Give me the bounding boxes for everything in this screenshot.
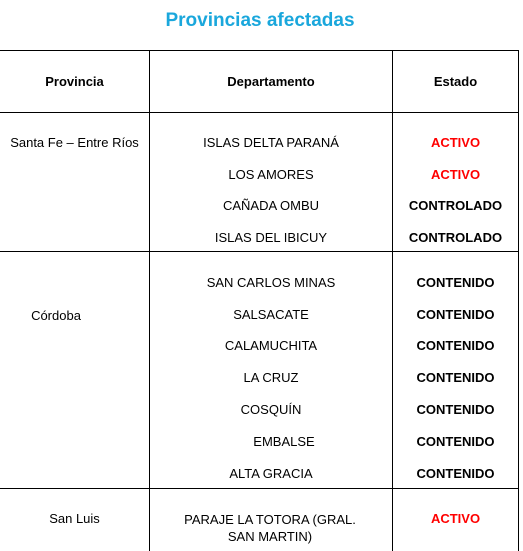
department-cell: ISLAS DEL IBICUY [214,230,328,245]
department-cell: CALAMUCHITA [224,338,318,353]
department-cell: CAÑADA OMBU [222,198,320,213]
status-cell: CONTROLADO [408,198,503,213]
status-cell: CONTENIDO [416,338,495,353]
province-cell: Santa Fe – Entre Ríos [10,135,139,150]
province-cell: Córdoba [31,308,81,323]
table-border-right [518,50,519,551]
status-cell: CONTENIDO [416,434,495,449]
department-cell: ALTA GRACIA [229,466,313,481]
department-cell: EMBALSE [253,434,315,449]
status-cell: CONTENIDO [416,307,495,322]
status-cell: CONTENIDO [416,402,495,417]
status-cell: CONTENIDO [416,275,495,290]
status-cell: CONTENIDO [416,370,495,385]
department-cell: LOS AMORES [228,167,314,182]
status-cell: ACTIVO [430,511,481,526]
table-group-divider [0,251,519,252]
department-cell: ISLAS DELTA PARANÁ [203,135,339,150]
affected-provinces-table [0,50,522,551]
department-cell: SALSACATE [233,307,309,322]
department-cell: LA CRUZ [243,370,299,385]
column-header-department: Departamento [227,74,315,89]
table-header-divider [0,112,519,113]
status-cell: CONTROLADO [408,230,503,245]
department-cell: SAN CARLOS MINAS [206,275,336,290]
table-group-divider [0,488,519,489]
department-cell: PARAJE LA TOTORA (GRAL. SAN MARTIN) [184,512,356,544]
column-header-province: Provincia [45,74,104,89]
department-cell: COSQUÍN [240,402,302,417]
status-cell: CONTENIDO [416,466,495,481]
page-title: Provincias afectadas [165,10,355,31]
table-border-top [0,50,519,51]
status-cell: ACTIVO [430,135,481,150]
column-header-status: Estado [433,74,478,89]
status-cell: ACTIVO [430,167,481,182]
province-cell: San Luis [49,511,100,526]
